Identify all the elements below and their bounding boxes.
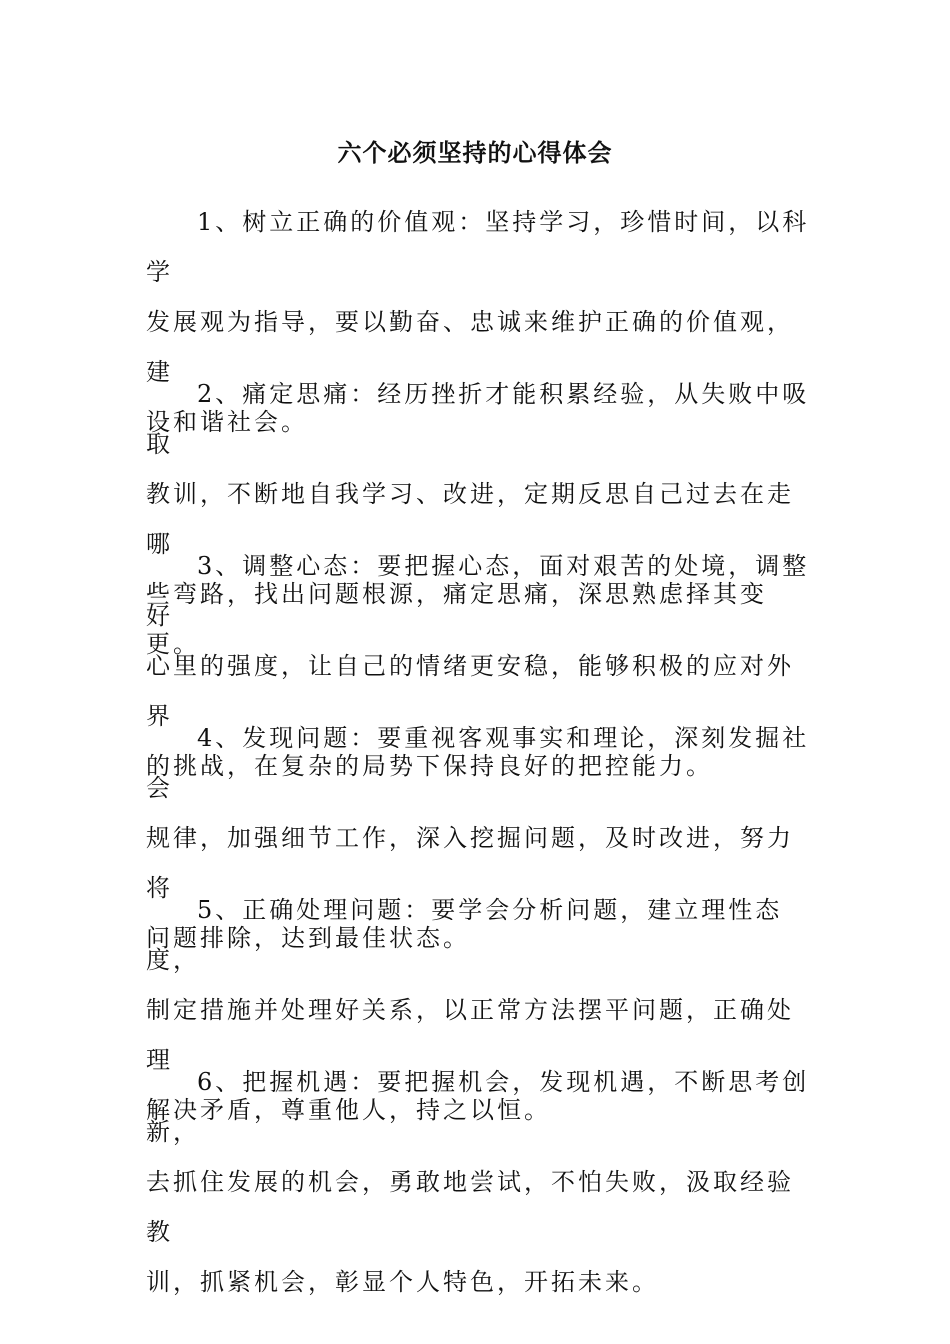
paragraph-line: 去抓住发展的机会，勇敢地尝试，不怕失败，汲取经验教 [146,1168,794,1246]
paragraph-line: 训，抓紧机会，彰显个人特色，开拓未来。 [146,1268,659,1296]
paragraph-line: 4、发现问题：要重视客观事实和理论，深刻发掘社会 [146,724,810,802]
paragraph-line: 解决矛盾，尊重他人，持之以恒。 [146,1096,551,1124]
paragraph-line: 制定措施并处理好关系，以正常方法摆平问题，正确处理 [146,996,794,1074]
paragraph-line: 6、把握机遇：要把握机会，发现机遇，不断思考创新， [146,1068,810,1146]
paragraph-line: 规律，加强细节工作，深入挖掘问题，及时改进，努力将 [146,824,794,902]
paragraph-line: 问题排除，达到最佳状态。 [146,924,470,952]
paragraph-6 [146,1057,816,1307]
paragraph-line: 些弯路，找出问题根源，痛定思痛，深思熟虑择其变更。 [146,580,767,658]
paragraph-line: 设和谐社会。 [146,408,308,436]
paragraph-line: 3、调整心态：要把握心态，面对艰苦的处境，调整好 [146,552,810,630]
paragraph-line: 2、痛定思痛：经历挫折才能积累经验，从失败中吸取 [146,380,810,458]
paragraph-line: 发展观为指导，要以勤奋、忠诚来维护正确的价值观，建 [146,308,794,386]
document-title: 六个必须坚持的心得体会 [337,139,613,167]
paragraph-line: 5、正确处理问题：要学会分析问题，建立理性态度， [146,896,783,974]
paragraph-line: 心里的强度，让自己的情绪更安稳，能够积极的应对外界 [146,652,794,730]
paragraph-line: 教训，不断地自我学习、改进，定期反思自己过去在走哪 [146,480,794,558]
paragraph-line: 的挑战，在复杂的局势下保持良好的把控能力。 [146,752,713,780]
paragraph-line: 1、树立正确的价值观：坚持学习，珍惜时间，以科学 [146,208,810,286]
